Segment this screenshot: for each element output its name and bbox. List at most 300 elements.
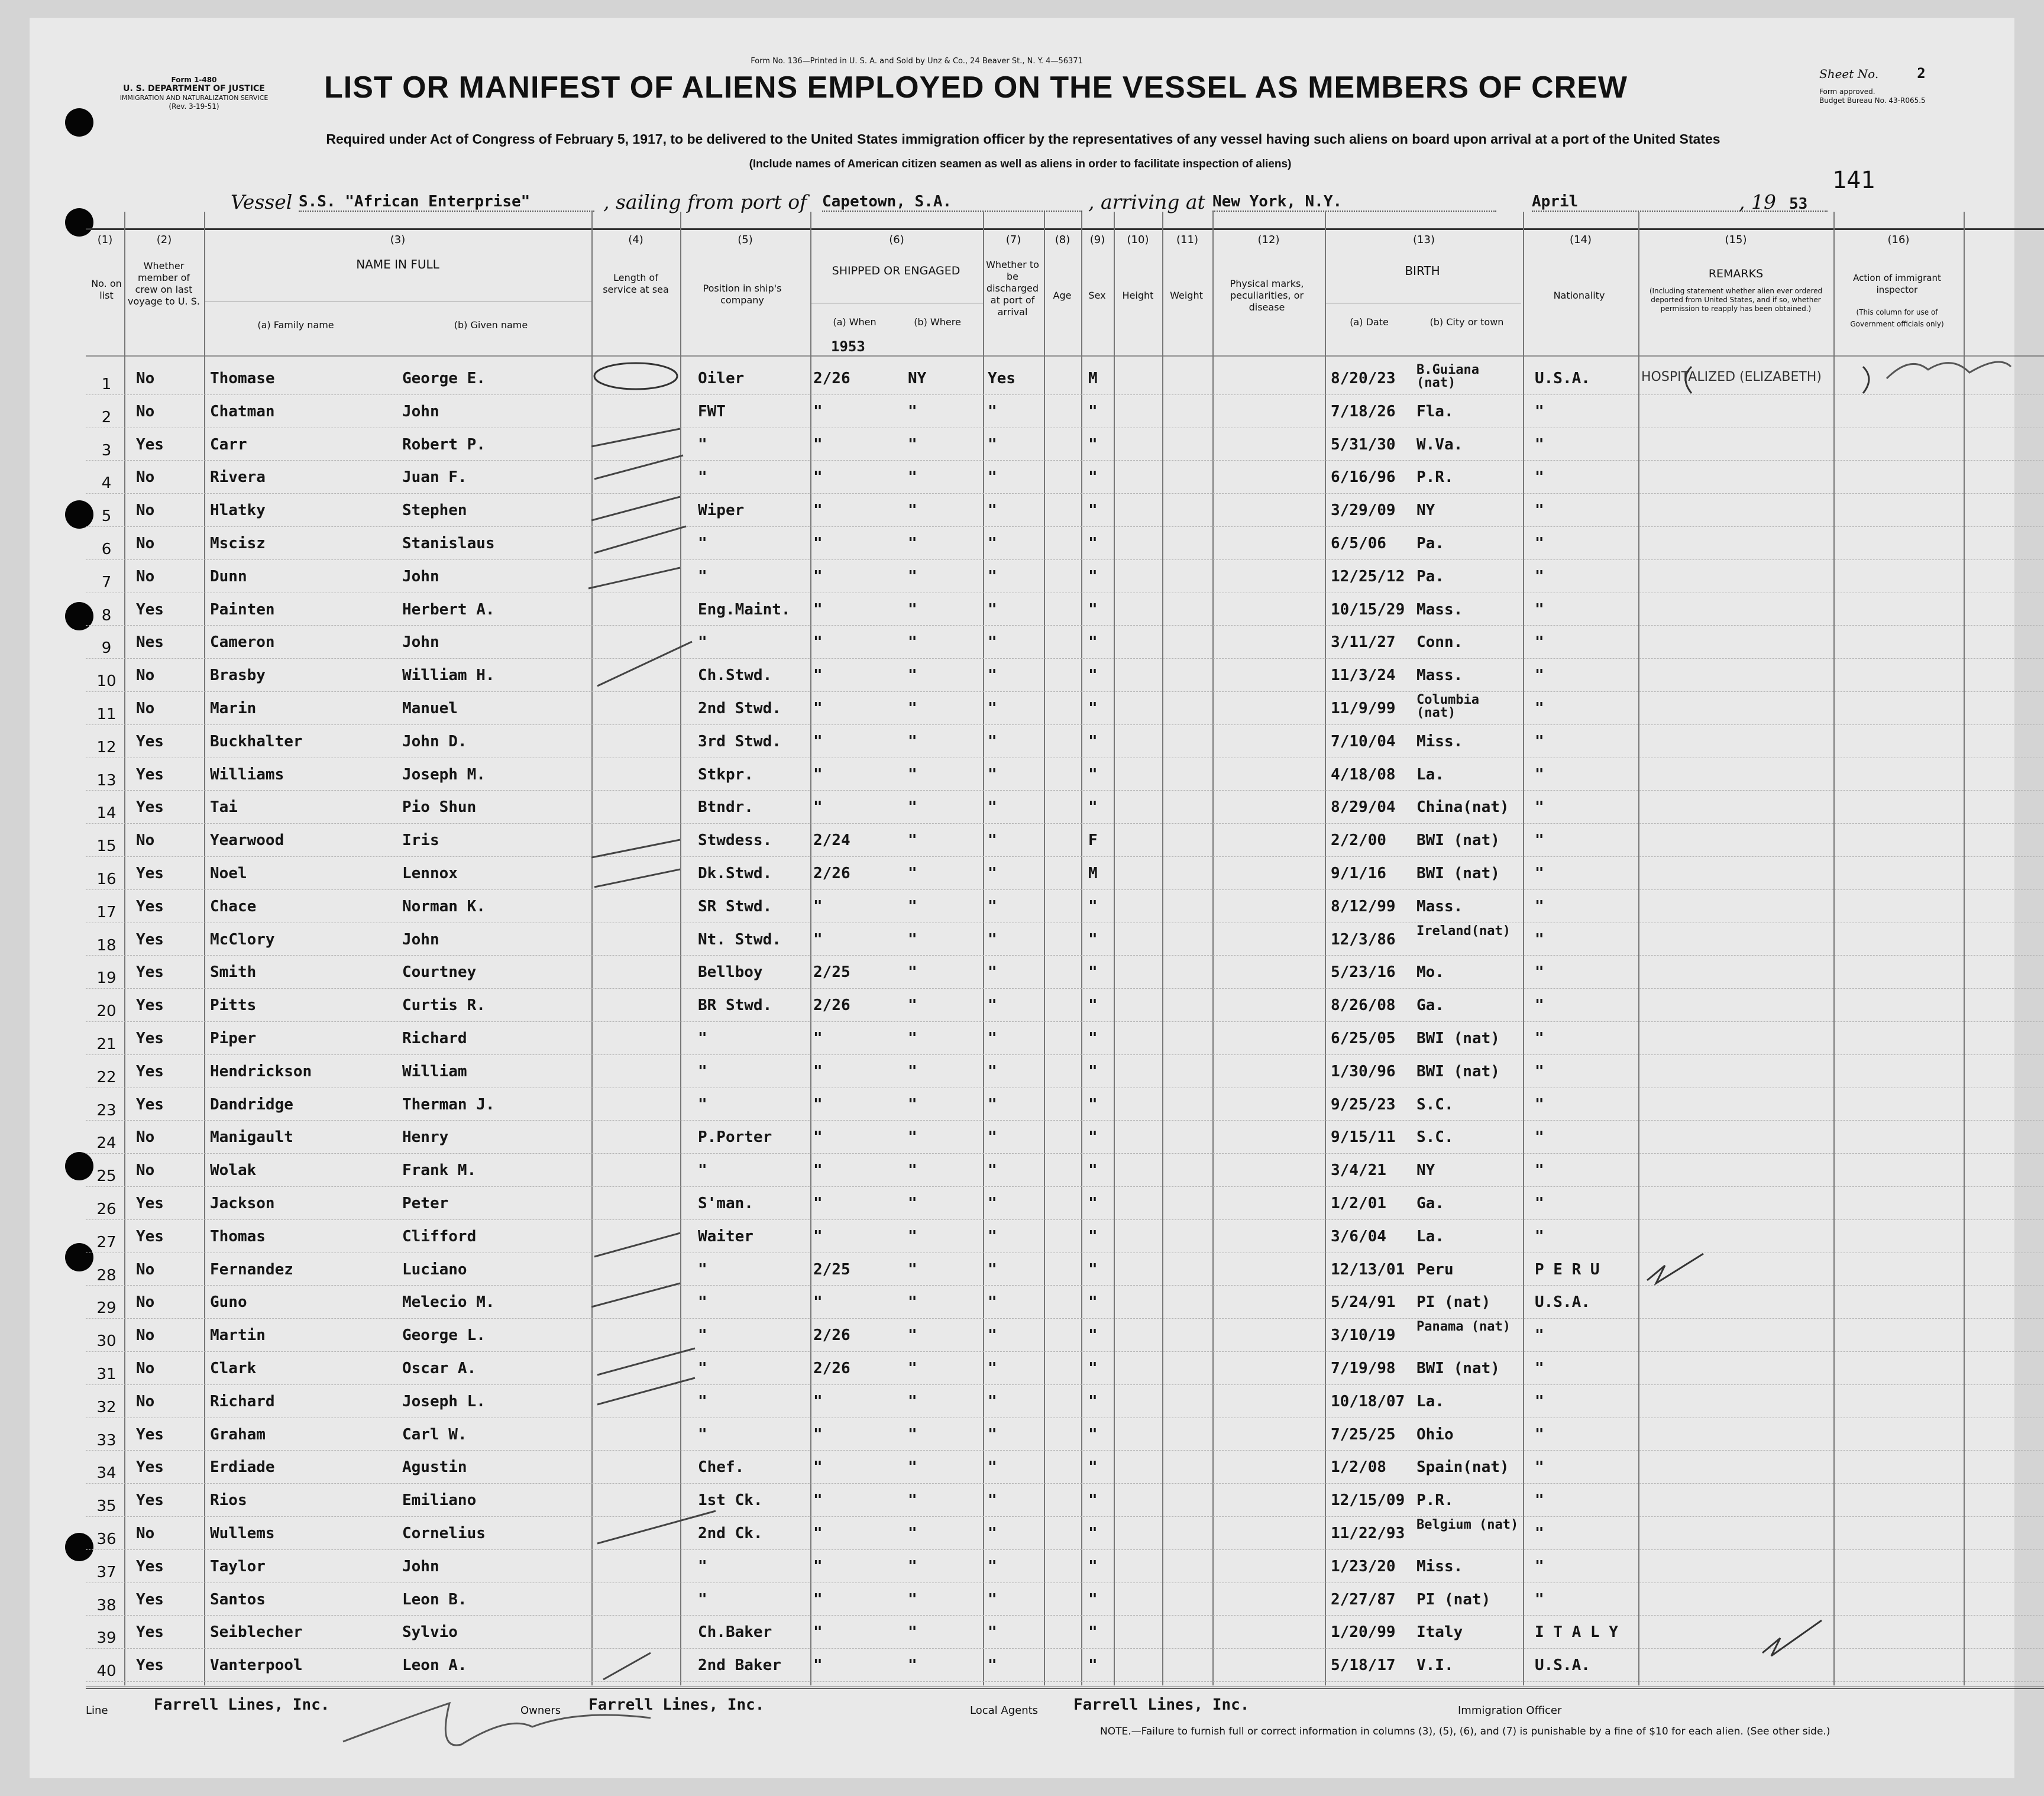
cell-date: 10/15/29 bbox=[1331, 600, 1405, 619]
cell-pos: 1st Ck. bbox=[698, 1491, 763, 1510]
cell-given: John bbox=[402, 633, 439, 652]
column-number: (9) bbox=[1089, 234, 1105, 246]
row-number: 39 bbox=[96, 1629, 117, 1648]
cell-family: Fernandez bbox=[210, 1260, 293, 1279]
cell-disch: " bbox=[988, 963, 997, 982]
row-number: 34 bbox=[96, 1464, 117, 1483]
cell-when: " bbox=[813, 930, 823, 949]
row-number: 18 bbox=[96, 936, 117, 954]
cell-family: Santos bbox=[210, 1590, 266, 1609]
cell-given: John bbox=[402, 930, 439, 949]
cell-where: " bbox=[908, 1458, 917, 1477]
cell-when: " bbox=[813, 501, 823, 520]
vessel-name: S.S. "African Enterprise" bbox=[299, 193, 594, 212]
cell-prev: Yes bbox=[136, 1557, 164, 1575]
cell-prev: Yes bbox=[136, 1062, 164, 1080]
cell-family: Chace bbox=[210, 897, 257, 915]
cell-pos: " bbox=[698, 1557, 707, 1575]
cell-prev: No bbox=[136, 1260, 155, 1279]
cell-given: Therman J. bbox=[402, 1095, 495, 1114]
cell-sex: " bbox=[1088, 930, 1098, 949]
remarks-bracket bbox=[1686, 367, 1869, 393]
cell-given: Sylvio bbox=[402, 1623, 458, 1642]
sheet-number: 2 bbox=[1917, 65, 1926, 82]
cell-when: " bbox=[813, 468, 823, 487]
cell-given: Courtney bbox=[402, 963, 477, 982]
cell-disch: " bbox=[988, 897, 997, 915]
cell-where: " bbox=[908, 535, 917, 552]
cell-nat: " bbox=[1535, 1062, 1544, 1080]
cell-when: 2/26 bbox=[813, 996, 850, 1015]
cell-pos: " bbox=[698, 1392, 707, 1410]
service-name: IMMIGRATION AND NATURALIZATION SERVICE bbox=[119, 94, 269, 102]
row-number: 3 bbox=[101, 441, 112, 459]
cell-nat: " bbox=[1535, 535, 1544, 552]
column-number: (10) bbox=[1127, 234, 1149, 246]
cell-where: " bbox=[908, 600, 917, 619]
year-suffix: 53 bbox=[1789, 195, 1808, 213]
cell-disch: " bbox=[988, 831, 997, 850]
cell-city: Miss. bbox=[1416, 1557, 1463, 1575]
header-no-on-list: No. on list bbox=[91, 278, 122, 301]
cell-date: 3/29/09 bbox=[1331, 501, 1396, 520]
cell-disch: " bbox=[988, 1458, 997, 1477]
cell-prev: No bbox=[136, 1326, 155, 1345]
cell-sex: " bbox=[1088, 666, 1098, 685]
cell-date: 9/15/11 bbox=[1331, 1128, 1396, 1147]
cell-family: McClory bbox=[210, 930, 275, 949]
cell-disch: " bbox=[988, 865, 997, 882]
handwritten-tick-marks bbox=[588, 429, 716, 1679]
cell-when: 2/25 bbox=[813, 963, 850, 982]
cell-pos: " bbox=[698, 435, 707, 454]
column-number: (2) bbox=[156, 234, 172, 246]
cell-pos: " bbox=[698, 633, 707, 652]
row-number: 28 bbox=[96, 1266, 117, 1284]
cell-family: Noel bbox=[210, 865, 247, 882]
cell-sex: " bbox=[1088, 1195, 1098, 1212]
cell-disch: " bbox=[988, 1525, 997, 1542]
cell-when: " bbox=[813, 897, 823, 915]
cell-when: " bbox=[813, 1656, 823, 1675]
sailing-label: , sailing from port of bbox=[603, 190, 807, 213]
cell-nat: " bbox=[1535, 402, 1544, 420]
cell-sex: " bbox=[1088, 765, 1098, 784]
cell-city: Italy bbox=[1416, 1623, 1463, 1642]
column-number: (8) bbox=[1055, 234, 1070, 246]
cell-prev: No bbox=[136, 831, 155, 850]
arriving-label: , arriving at bbox=[1088, 190, 1205, 213]
cell-prev: No bbox=[136, 370, 155, 387]
cell-disch: " bbox=[988, 1623, 997, 1642]
cell-prev: No bbox=[136, 1392, 155, 1410]
row-number: 38 bbox=[96, 1596, 117, 1614]
cell-when: " bbox=[813, 1128, 823, 1147]
cell-where: " bbox=[908, 930, 917, 949]
cell-prev: Yes bbox=[136, 930, 164, 949]
cell-date: 2/2/00 bbox=[1331, 831, 1386, 850]
cell-city: BWI (nat) bbox=[1416, 1360, 1500, 1377]
cell-prev: No bbox=[136, 666, 155, 685]
cell-date: 1/20/99 bbox=[1331, 1623, 1396, 1642]
cell-prev: No bbox=[136, 1293, 155, 1312]
header-previous-voyage: Whether member of crew on last voyage to U. S. bbox=[128, 260, 200, 307]
form-revision: (Rev. 3-19-51) bbox=[169, 102, 219, 111]
cell-where: " bbox=[908, 1360, 917, 1377]
header-height: Height bbox=[1122, 290, 1154, 301]
cell-nat: U.S.A. bbox=[1535, 370, 1590, 387]
cell-when: " bbox=[813, 633, 823, 652]
cell-given: Juan F. bbox=[402, 468, 467, 487]
cell-city: Conn. bbox=[1416, 633, 1463, 652]
row-number: 30 bbox=[96, 1332, 117, 1351]
cell-nat: " bbox=[1535, 765, 1544, 784]
cell-given: Robert P. bbox=[402, 435, 486, 454]
cell-prev: No bbox=[136, 700, 155, 717]
cell-where: " bbox=[908, 1326, 917, 1345]
cell-prev: Yes bbox=[136, 865, 164, 882]
cell-given: Clifford bbox=[402, 1227, 477, 1245]
footer-note: NOTE.—Failure to furnish full or correct information in columns (3), (5), (6), and (7) is punishable by a fine of $10 for each alien. (See other side.) bbox=[1100, 1726, 1830, 1737]
cell-date: 7/25/25 bbox=[1331, 1425, 1396, 1444]
cell-date: 3/10/19 bbox=[1331, 1326, 1396, 1345]
cell-where: " bbox=[908, 501, 917, 520]
cell-nat: " bbox=[1535, 963, 1544, 982]
cell-date: 12/3/86 bbox=[1331, 930, 1396, 949]
row-number: 4 bbox=[101, 474, 112, 493]
cell-sex: " bbox=[1088, 798, 1098, 817]
cell-sex: " bbox=[1088, 897, 1098, 915]
cell-prev: Yes bbox=[136, 963, 164, 982]
cell-nat: U.S.A. bbox=[1535, 1656, 1590, 1675]
cell-city: Ga. bbox=[1416, 996, 1444, 1015]
cell-pos: Ch.Stwd. bbox=[698, 666, 772, 685]
cell-city: La. bbox=[1416, 1392, 1444, 1410]
cell-nat: " bbox=[1535, 996, 1544, 1015]
cell-nat: " bbox=[1535, 732, 1544, 750]
cell-date: 12/13/01 bbox=[1331, 1260, 1405, 1279]
header-shipped-when: (a) When bbox=[833, 316, 877, 328]
row-number: 22 bbox=[96, 1068, 117, 1086]
cell-disch: " bbox=[988, 1425, 997, 1444]
cell-prev: Yes bbox=[136, 1425, 164, 1444]
cell-date: 11/9/99 bbox=[1331, 700, 1396, 717]
header-shipped-engaged: SHIPPED OR ENGAGED bbox=[832, 264, 960, 277]
cell-where: " bbox=[908, 402, 917, 420]
cell-prev: No bbox=[136, 1128, 155, 1147]
cell-family: Painten bbox=[210, 600, 275, 619]
cell-pos: " bbox=[698, 567, 707, 585]
row-number: 29 bbox=[96, 1299, 117, 1318]
cell-sex: " bbox=[1088, 732, 1098, 750]
cell-when: 2/26 bbox=[813, 370, 850, 387]
footer-line-value: Farrell Lines, Inc. bbox=[154, 1696, 330, 1714]
cell-nat: " bbox=[1535, 633, 1544, 652]
cell-city: Ga. bbox=[1416, 1195, 1444, 1212]
cell-disch: " bbox=[988, 567, 997, 585]
row-number: 36 bbox=[96, 1530, 117, 1548]
cell-nat: " bbox=[1535, 501, 1544, 520]
cell-given: William bbox=[402, 1062, 467, 1080]
cell-pos: " bbox=[698, 1360, 707, 1377]
row-number: 14 bbox=[96, 804, 117, 823]
cell-nat: " bbox=[1535, 700, 1544, 717]
cell-pos: Waiter bbox=[698, 1227, 753, 1245]
cell-city: La. bbox=[1416, 765, 1444, 784]
cell-date: 12/15/09 bbox=[1331, 1491, 1405, 1510]
cell-where: NY bbox=[908, 370, 927, 387]
cell-where: " bbox=[908, 1590, 917, 1609]
cell-given: Peter bbox=[402, 1195, 449, 1212]
cell-sex: M bbox=[1088, 370, 1098, 387]
cell-date: 11/3/24 bbox=[1331, 666, 1396, 685]
cell-family: Clark bbox=[210, 1360, 257, 1377]
cell-city: S.C. bbox=[1416, 1095, 1454, 1114]
cell-where: " bbox=[908, 1293, 917, 1312]
cell-sex: " bbox=[1088, 535, 1098, 552]
cell-when: " bbox=[813, 1161, 823, 1180]
cell-given: Herbert A. bbox=[402, 600, 495, 619]
cell-nat: " bbox=[1535, 1095, 1544, 1114]
cell-date: 5/18/17 bbox=[1331, 1656, 1396, 1675]
cell-given: Richard bbox=[402, 1030, 467, 1047]
cell-date: 1/30/96 bbox=[1331, 1062, 1396, 1080]
cell-where: " bbox=[908, 1656, 917, 1675]
cell-where: " bbox=[908, 831, 917, 850]
cell-prev: No bbox=[136, 1360, 155, 1377]
cell-where: " bbox=[908, 1161, 917, 1180]
footer-owners-value: Farrell Lines, Inc. bbox=[588, 1696, 765, 1714]
cell-prev: No bbox=[136, 468, 155, 487]
cell-prev: Yes bbox=[136, 897, 164, 915]
header-birth-date: (a) Date bbox=[1350, 316, 1389, 328]
cell-family: Buckhalter bbox=[210, 732, 303, 750]
header-discharged: Whether to be discharged at port of arrival bbox=[986, 259, 1039, 318]
cell-nat: " bbox=[1535, 1425, 1544, 1444]
cell-when: " bbox=[813, 1227, 823, 1245]
cell-family: Tai bbox=[210, 798, 238, 817]
form-approved: Form approved. bbox=[1819, 88, 1875, 96]
cell-family: Wolak bbox=[210, 1161, 257, 1180]
cell-when: 2/26 bbox=[813, 1360, 850, 1377]
cell-family: Smith bbox=[210, 963, 257, 982]
cell-nat: " bbox=[1535, 1491, 1544, 1510]
cell-sex: " bbox=[1088, 1525, 1098, 1542]
cell-given: Manuel bbox=[402, 700, 458, 717]
cell-prev: Yes bbox=[136, 1458, 164, 1477]
cell-when: " bbox=[813, 1030, 823, 1047]
cell-when: " bbox=[813, 1623, 823, 1642]
cell-family: Carr bbox=[210, 435, 247, 454]
cell-given: John bbox=[402, 402, 439, 420]
column-number: (4) bbox=[628, 234, 643, 246]
cell-nat: " bbox=[1535, 1360, 1544, 1377]
cell-prev: No bbox=[136, 501, 155, 520]
cell-date: 10/18/07 bbox=[1331, 1392, 1405, 1410]
row-number: 25 bbox=[96, 1167, 117, 1186]
cell-where: " bbox=[908, 1062, 917, 1080]
cell-pos: Dk.Stwd. bbox=[698, 865, 772, 882]
cell-nat: " bbox=[1535, 1326, 1544, 1345]
cell-nat: " bbox=[1535, 798, 1544, 817]
cell-family: Dandridge bbox=[210, 1095, 293, 1114]
cell-pos: " bbox=[698, 1095, 707, 1114]
header-age: Age bbox=[1053, 290, 1072, 301]
cell-sex: " bbox=[1088, 1392, 1098, 1410]
sailing-port: Capetown, S.A. bbox=[822, 193, 1082, 212]
cell-when: " bbox=[813, 600, 823, 619]
cell-given: Cornelius bbox=[402, 1525, 486, 1542]
row-number: 16 bbox=[96, 871, 117, 888]
row-number: 13 bbox=[96, 771, 117, 789]
inspector-signature bbox=[1887, 362, 2011, 378]
cell-sex: " bbox=[1088, 1557, 1098, 1575]
header-sex: Sex bbox=[1088, 290, 1106, 301]
page-subtitle-note: (Include names of American citizen seamen as well as aliens in order to facilitate inspection of aliens) bbox=[749, 158, 1292, 170]
cell-family: Thomas bbox=[210, 1227, 266, 1245]
footer-officer-label: Immigration Officer bbox=[1458, 1704, 1562, 1717]
cell-when: 2/24 bbox=[813, 831, 850, 850]
cell-when: " bbox=[813, 535, 823, 552]
cell-when: " bbox=[813, 1458, 823, 1477]
cell-when: " bbox=[813, 1525, 823, 1542]
row-number: 17 bbox=[96, 903, 117, 921]
cell-date: 3/6/04 bbox=[1331, 1227, 1386, 1245]
cell-city: Ireland(nat) bbox=[1416, 924, 1511, 938]
column-number: (11) bbox=[1176, 234, 1198, 246]
cell-sex: " bbox=[1088, 468, 1098, 487]
row-number: 32 bbox=[96, 1398, 117, 1416]
cell-sex: " bbox=[1088, 1030, 1098, 1047]
remarks-check-mark bbox=[1762, 1620, 1822, 1656]
cell-where: " bbox=[908, 865, 917, 882]
header-weight: Weight bbox=[1170, 290, 1203, 301]
cell-where: " bbox=[908, 666, 917, 685]
cell-prev: No bbox=[136, 402, 155, 420]
cell-city: Pa. bbox=[1416, 567, 1444, 585]
cell-pos: " bbox=[698, 1161, 707, 1180]
cell-sex: " bbox=[1088, 1128, 1098, 1147]
cell-city: BWI (nat) bbox=[1416, 1062, 1500, 1080]
column-number: (6) bbox=[889, 234, 904, 246]
header-given-name: (b) Given name bbox=[454, 319, 528, 331]
cell-disch: " bbox=[988, 1326, 997, 1345]
row-number: 37 bbox=[96, 1563, 117, 1581]
cell-given: Curtis R. bbox=[402, 996, 486, 1015]
cell-date: 3/11/27 bbox=[1331, 633, 1396, 652]
cell-where: " bbox=[908, 1491, 917, 1510]
cell-disch: " bbox=[988, 535, 997, 552]
cell-nat: " bbox=[1535, 1557, 1544, 1575]
cell-when: " bbox=[813, 1062, 823, 1080]
cell-given: John bbox=[402, 567, 439, 585]
cell-nat: " bbox=[1535, 567, 1544, 585]
cell-where: " bbox=[908, 435, 917, 454]
cell-given: Henry bbox=[402, 1128, 449, 1147]
cell-nat: P E R U bbox=[1535, 1260, 1600, 1279]
cell-sex: " bbox=[1088, 1360, 1098, 1377]
header-remarks-note: (Including statement whether alien ever ordered deported from United States, and if so, whether permission to reapply has been obtained.) bbox=[1649, 287, 1823, 313]
cell-disch: " bbox=[988, 666, 997, 685]
header-shipped-where: (b) Where bbox=[914, 316, 961, 328]
cell-date: 8/12/99 bbox=[1331, 897, 1396, 915]
cell-family: Richard bbox=[210, 1392, 275, 1410]
cell-family: Rivera bbox=[210, 468, 266, 487]
cell-when: 2/26 bbox=[813, 1326, 850, 1345]
arriving-port: New York, N.Y. bbox=[1212, 193, 1496, 212]
cell-city: Mass. bbox=[1416, 666, 1463, 685]
cell-pos: 3rd Stwd. bbox=[698, 732, 781, 750]
cell-given: Melecio M. bbox=[402, 1293, 495, 1312]
cell-date: 9/1/16 bbox=[1331, 865, 1386, 882]
cell-where: " bbox=[908, 1260, 917, 1279]
cell-prev: Yes bbox=[136, 1656, 164, 1675]
cell-family: Vanterpool bbox=[210, 1656, 303, 1675]
year-prefix: , 19 bbox=[1739, 190, 1776, 213]
cell-sex: F bbox=[1088, 831, 1098, 850]
row-number: 12 bbox=[96, 738, 117, 756]
cell-date: 1/23/20 bbox=[1331, 1557, 1396, 1575]
cell-sex: " bbox=[1088, 402, 1098, 420]
footer-owners-label: Owners bbox=[520, 1704, 561, 1717]
cell-sex: " bbox=[1088, 1095, 1098, 1114]
cell-date: 8/29/04 bbox=[1331, 798, 1396, 817]
column-number: (13) bbox=[1413, 234, 1435, 246]
cell-family: Hlatky bbox=[210, 501, 266, 520]
cell-nat: " bbox=[1535, 1195, 1544, 1212]
cell-city: PI (nat) bbox=[1416, 1293, 1491, 1312]
header-length-of-service: Length of service at sea bbox=[603, 272, 669, 295]
row-number: 23 bbox=[96, 1101, 117, 1119]
column-number: (1) bbox=[97, 234, 113, 246]
cell-when: " bbox=[813, 1557, 823, 1575]
cell-nat: " bbox=[1535, 1227, 1544, 1245]
cell-family: Mscisz bbox=[210, 535, 266, 552]
cell-disch: " bbox=[988, 1557, 997, 1575]
cell-family: Rios bbox=[210, 1491, 247, 1510]
footer-row bbox=[86, 1696, 2044, 1720]
cell-date: 2/27/87 bbox=[1331, 1590, 1396, 1609]
cell-where: " bbox=[908, 765, 917, 784]
cell-city: Belgium (nat) bbox=[1416, 1519, 1519, 1532]
cell-given: Iris bbox=[402, 831, 439, 850]
cell-given: William H. bbox=[402, 666, 495, 685]
cell-disch: " bbox=[988, 1195, 997, 1212]
cell-pos: Oiler bbox=[698, 370, 745, 387]
budget-bureau: Budget Bureau No. 43-R065.5 bbox=[1819, 96, 1926, 105]
cell-city: BWI (nat) bbox=[1416, 1030, 1500, 1047]
cell-date: 8/26/08 bbox=[1331, 996, 1396, 1015]
footer-agents-value: Farrell Lines, Inc. bbox=[1073, 1696, 1250, 1714]
cell-date: 7/19/98 bbox=[1331, 1360, 1396, 1377]
cell-city: La. bbox=[1416, 1227, 1444, 1245]
cell-sex: " bbox=[1088, 633, 1098, 652]
cell-where: " bbox=[908, 1557, 917, 1575]
footer-line-label: Line bbox=[86, 1704, 108, 1717]
cell-nat: " bbox=[1535, 1161, 1544, 1180]
cell-sex: " bbox=[1088, 1260, 1098, 1279]
cell-date: 6/16/96 bbox=[1331, 468, 1396, 487]
cell-family: Pitts bbox=[210, 996, 257, 1015]
cell-disch: " bbox=[988, 468, 997, 487]
cell-where: " bbox=[908, 1392, 917, 1410]
cell-when: 2/26 bbox=[813, 865, 850, 882]
cell-city: Mass. bbox=[1416, 897, 1463, 915]
sheet-label: Sheet No. bbox=[1819, 67, 1879, 81]
cell-where: " bbox=[908, 1525, 917, 1542]
row-number: 10 bbox=[96, 672, 117, 691]
cell-pos: Bellboy bbox=[698, 963, 763, 982]
